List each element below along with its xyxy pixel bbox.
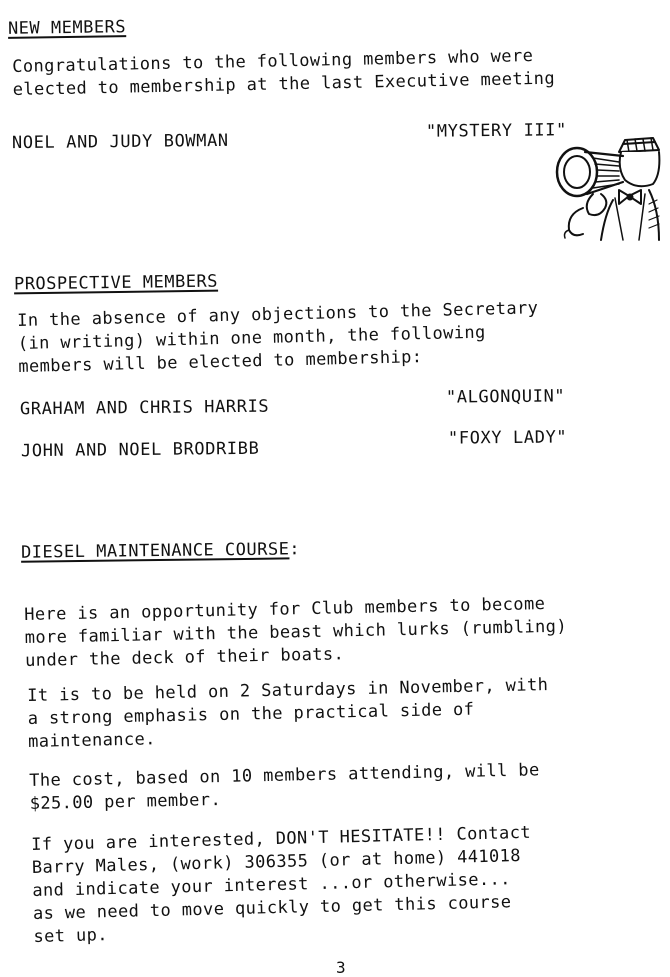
paragraph-line: It is to be held on 2 Saturdays in November, with — [27, 675, 549, 706]
member-names: NOEL AND JUDY BOWMAN — [11, 130, 229, 154]
new-members-intro — [12, 45, 555, 102]
intro-line: members will be elected to membership: — [18, 347, 423, 377]
member-names: JOHN AND NOEL BRODRIBB — [20, 438, 260, 462]
paragraph-line: Here is an opportunity for Club members to become — [24, 594, 546, 625]
member-boat-name: "FOXY LADY" — [447, 427, 568, 449]
prospective-members-heading: PROSPECTIVE MEMBERS — [13, 271, 219, 295]
diesel-paragraph — [27, 674, 549, 754]
page-number: 3 — [336, 958, 346, 977]
paragraph-line: a strong emphasis on the practical side of — [27, 699, 475, 729]
intro-line: In the absence of any objections to the Secretary — [17, 298, 539, 331]
binoculars-sailor-icon — [553, 134, 665, 242]
paragraph-line: as we need to move quickly to get this course — [32, 892, 512, 924]
diesel-paragraph — [29, 759, 540, 816]
paragraph-line: more familiar with the beast which lurks (rumbling) — [24, 616, 568, 648]
paragraph-line: $25.00 per member. — [29, 789, 222, 814]
member-boat-name: "ALGONQUIN" — [445, 386, 566, 408]
intro-line: elected to membership at the last Executive meeting — [12, 68, 556, 100]
paragraph-line: and indicate your interest ...or otherwise... — [32, 869, 512, 901]
diesel-course-heading-line — [21, 539, 300, 562]
diesel-course-heading: DIESEL MAINTENANCE COURSE — [20, 539, 290, 563]
paragraph-line: Barry Males, (work) 306355 (or at home) 441018 — [31, 846, 522, 878]
member-names: GRAHAM AND CHRIS HARRIS — [19, 396, 270, 420]
paragraph-line: under the deck of their boats. — [24, 644, 345, 671]
diesel-paragraph — [24, 593, 568, 673]
paragraph-line: maintenance. — [27, 729, 157, 752]
paragraph-line: The cost, based on 10 members attending, will be — [29, 760, 540, 791]
prospective-members-intro — [17, 297, 540, 379]
intro-line: Congratulations to the following members who were — [12, 46, 534, 77]
member-boat-name: "MYSTERY III" — [425, 120, 567, 142]
paragraph-line: set up. — [33, 925, 109, 947]
paragraph-line: If you are interested, DON'T HESITATE!! Contact — [31, 822, 532, 855]
intro-line: (in writing) within one month, the following — [17, 322, 486, 354]
new-members-heading: NEW MEMBERS — [7, 17, 127, 39]
diesel-paragraph — [31, 822, 534, 949]
heading-colon: : — [289, 539, 301, 560]
